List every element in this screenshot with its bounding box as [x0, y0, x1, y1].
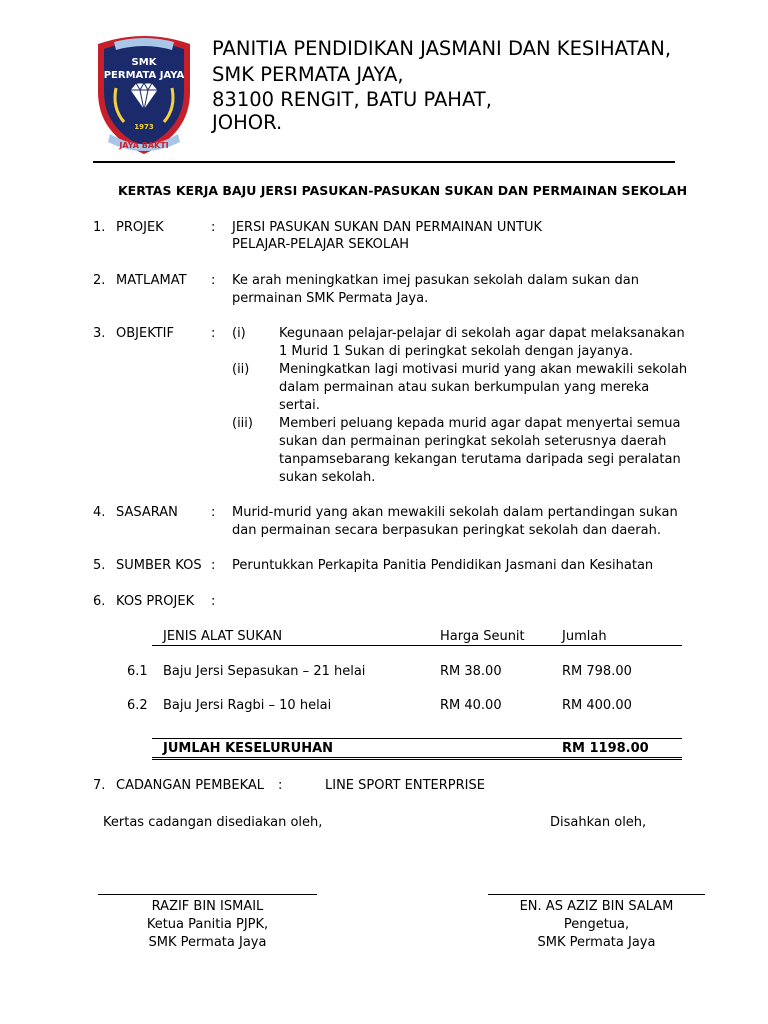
section-1-colon: :	[211, 220, 216, 235]
objective-3-line-1: Memberi peluang kepada murid agar dapat menyertai semua	[279, 416, 681, 431]
header-line-1: PANITIA PENDIDIKAN JASMANI DAN KESIHATAN,	[212, 37, 672, 60]
objective-3-line-3: tanpamsebarang kekangan terutama daripada segi peralatan	[279, 452, 681, 467]
svg-text:1973: 1973	[134, 123, 154, 131]
section-1-line-1: JERSI PASUKAN SUKAN DAN PERMAINAN UNTUK	[232, 220, 543, 235]
left-signature-line	[98, 894, 317, 895]
section-3-colon: :	[211, 326, 216, 341]
objective-1-marker: (i)	[232, 326, 246, 341]
section-1-label: PROJEK	[116, 220, 164, 235]
header-line-2: SMK PERMATA JAYA,	[212, 63, 404, 86]
section-6-number: 6.	[93, 594, 106, 609]
objective-3-line-2: sukan dan permainan peringkat sekolah seterusnya daerah	[279, 434, 667, 449]
table-row-1-price: RM 38.00	[440, 664, 502, 679]
objective-2-line-2: dalam permainan atau sukan berkumpulan yang mereka	[279, 380, 650, 395]
table-header-total: Jumlah	[562, 629, 607, 644]
svg-text:SMK: SMK	[131, 57, 157, 68]
section-4-label: SASARAN	[116, 505, 178, 520]
table-row-2-total: RM 400.00	[562, 698, 632, 713]
section-2-line-1: Ke arah meningkatkan imej pasukan sekolah dalam sukan dan	[232, 273, 639, 288]
table-row-2-price: RM 40.00	[440, 698, 502, 713]
section-2-colon: :	[211, 273, 216, 288]
section-6-label: KOS PROJEK	[116, 594, 195, 609]
section-5-colon: :	[211, 558, 216, 573]
approved-by-label: Disahkan oleh,	[550, 815, 647, 830]
prepared-by-label: Kertas cadangan disediakan oleh,	[103, 815, 323, 830]
table-total-top-rule	[152, 738, 682, 739]
right-signatory-org: SMK Permata Jaya	[537, 935, 656, 950]
section-4-number: 4.	[93, 505, 106, 520]
section-6-colon: :	[211, 594, 216, 609]
grand-total-label: JUMLAH KESELURUHAN	[163, 741, 334, 756]
table-header-price: Harga Seunit	[440, 629, 525, 644]
table-row-2-number: 6.2	[127, 698, 148, 713]
left-signatory-org: SMK Permata Jaya	[148, 935, 267, 950]
section-2-line-2: permainan SMK Permata Jaya.	[232, 291, 429, 306]
section-7-colon: :	[278, 778, 283, 793]
objective-1-line-2: 1 Murid 1 Sukan di peringkat sekolah dengan jayanya.	[279, 344, 634, 359]
table-row-1-number: 6.1	[127, 664, 148, 679]
svg-text:JAYA BAKTI: JAYA BAKTI	[119, 141, 169, 150]
header-line-3: 83100 RENGIT, BATU PAHAT,	[212, 88, 492, 111]
right-signature-line	[488, 894, 705, 895]
section-4-colon: :	[211, 505, 216, 520]
objective-1-line-1: Kegunaan pelajar-pelajar di sekolah agar dapat melaksanakan	[279, 326, 685, 341]
section-1-line-2: PELAJAR-PELAJAR SEKOLAH	[232, 237, 410, 252]
table-header-item: JENIS ALAT SUKAN	[163, 629, 283, 644]
section-5-label: SUMBER KOS	[116, 558, 202, 573]
section-3-label: OBJEKTIF	[116, 326, 174, 341]
objective-2-line-3: sertai.	[279, 398, 320, 413]
left-signatory-role: Ketua Panitia PJPK,	[146, 917, 269, 932]
header-line-4: JOHOR.	[212, 111, 283, 134]
section-7-number: 7.	[93, 778, 106, 793]
section-7-label: CADANGAN PEMBEKAL	[116, 778, 265, 793]
section-4-line-2: dan permainan secara berpasukan peringkat sekolah dan daerah.	[232, 523, 661, 538]
svg-text:PERMATA JAYA: PERMATA JAYA	[103, 70, 185, 81]
document-title: KERTAS KERJA BAJU JERSI PASUKAN-PASUKAN SUKAN DAN PERMAINAN SEKOLAH	[118, 183, 688, 198]
section-2-label: MATLAMAT	[116, 273, 187, 288]
objective-2-line-1: Meningkatkan lagi motivasi murid yang akan mewakili sekolah	[279, 362, 688, 377]
grand-total-value: RM 1198.00	[562, 741, 649, 756]
header-divider	[93, 161, 675, 163]
table-row-1-total: RM 798.00	[562, 664, 632, 679]
section-3-number: 3.	[93, 326, 106, 341]
table-total-bottom-rule	[152, 757, 682, 760]
table-header-rule	[152, 645, 682, 646]
section-5-line-1: Peruntukkan Perkapita Panitia Pendidikan Jasmani dan Kesihatan	[232, 558, 654, 573]
objective-2-marker: (ii)	[232, 362, 250, 377]
objective-3-marker: (iii)	[232, 416, 253, 431]
supplier-name: LINE SPORT ENTERPRISE	[325, 778, 485, 793]
table-row-2-item: Baju Jersi Ragbi – 10 helai	[163, 698, 332, 713]
objective-3-line-4: sukan sekolah.	[279, 470, 376, 485]
section-1-number: 1.	[93, 220, 106, 235]
section-4-line-1: Murid-murid yang akan mewakili sekolah dalam pertandingan sukan	[232, 505, 678, 520]
right-signatory-role: Pengetua,	[563, 917, 630, 932]
right-signatory-name: EN. AS AZIZ BIN SALAM	[519, 899, 674, 914]
section-2-number: 2.	[93, 273, 106, 288]
section-5-number: 5.	[93, 558, 106, 573]
table-row-1-item: Baju Jersi Sepasukan – 21 helai	[163, 664, 366, 679]
left-signatory-name: RAZIF BIN ISMAIL	[151, 899, 264, 914]
school-crest-logo	[92, 30, 196, 158]
